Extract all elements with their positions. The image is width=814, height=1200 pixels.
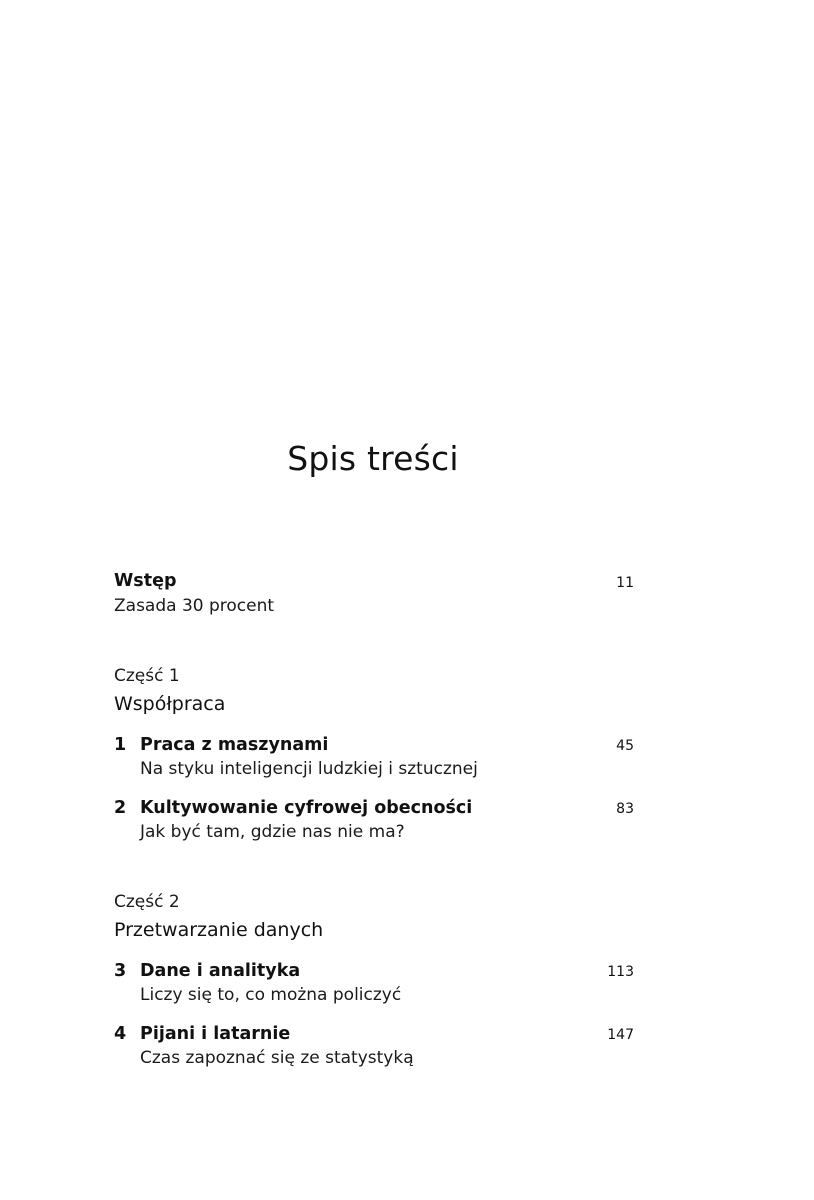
chapter-2-page-number: 83 [616,801,634,817]
part-1-title: Współpraca [114,693,226,715]
page-title: Spis treści [287,439,459,478]
chapter-3-subtitle: Liczy się to, co można policzyć [140,985,402,1005]
chapter-1-page-number: 45 [616,738,634,754]
chapter-3-number: 3 [114,961,127,981]
chapter-4-page-number: 147 [607,1027,634,1043]
chapter-3-page-number: 113 [607,964,634,980]
chapter-1-subtitle: Na styku inteligencji ludzkiej i sztucznej [140,759,478,779]
chapter-2-number: 2 [114,798,127,818]
chapter-2-title[interactable]: Kultywowanie cyfrowej obecności [140,798,473,818]
intro-title[interactable]: Wstęp [114,571,177,591]
part-1-label: Część 1 [114,666,180,686]
intro-subtitle: Zasada 30 procent [114,596,275,616]
chapter-1-number: 1 [114,735,127,755]
intro-page-number: 11 [616,575,634,591]
chapter-3-title[interactable]: Dane i analityka [140,961,301,981]
chapter-4-number: 4 [114,1024,127,1044]
chapter-1-title[interactable]: Praca z maszynami [140,735,329,755]
chapter-4-subtitle: Czas zapoznać się ze statystyką [140,1048,414,1068]
chapter-4-title[interactable]: Pijani i latarnie [140,1024,291,1044]
part-2-label: Część 2 [114,892,180,912]
part-2-title: Przetwarzanie danych [114,919,324,941]
chapter-2-subtitle: Jak być tam, gdzie nas nie ma? [140,822,405,842]
